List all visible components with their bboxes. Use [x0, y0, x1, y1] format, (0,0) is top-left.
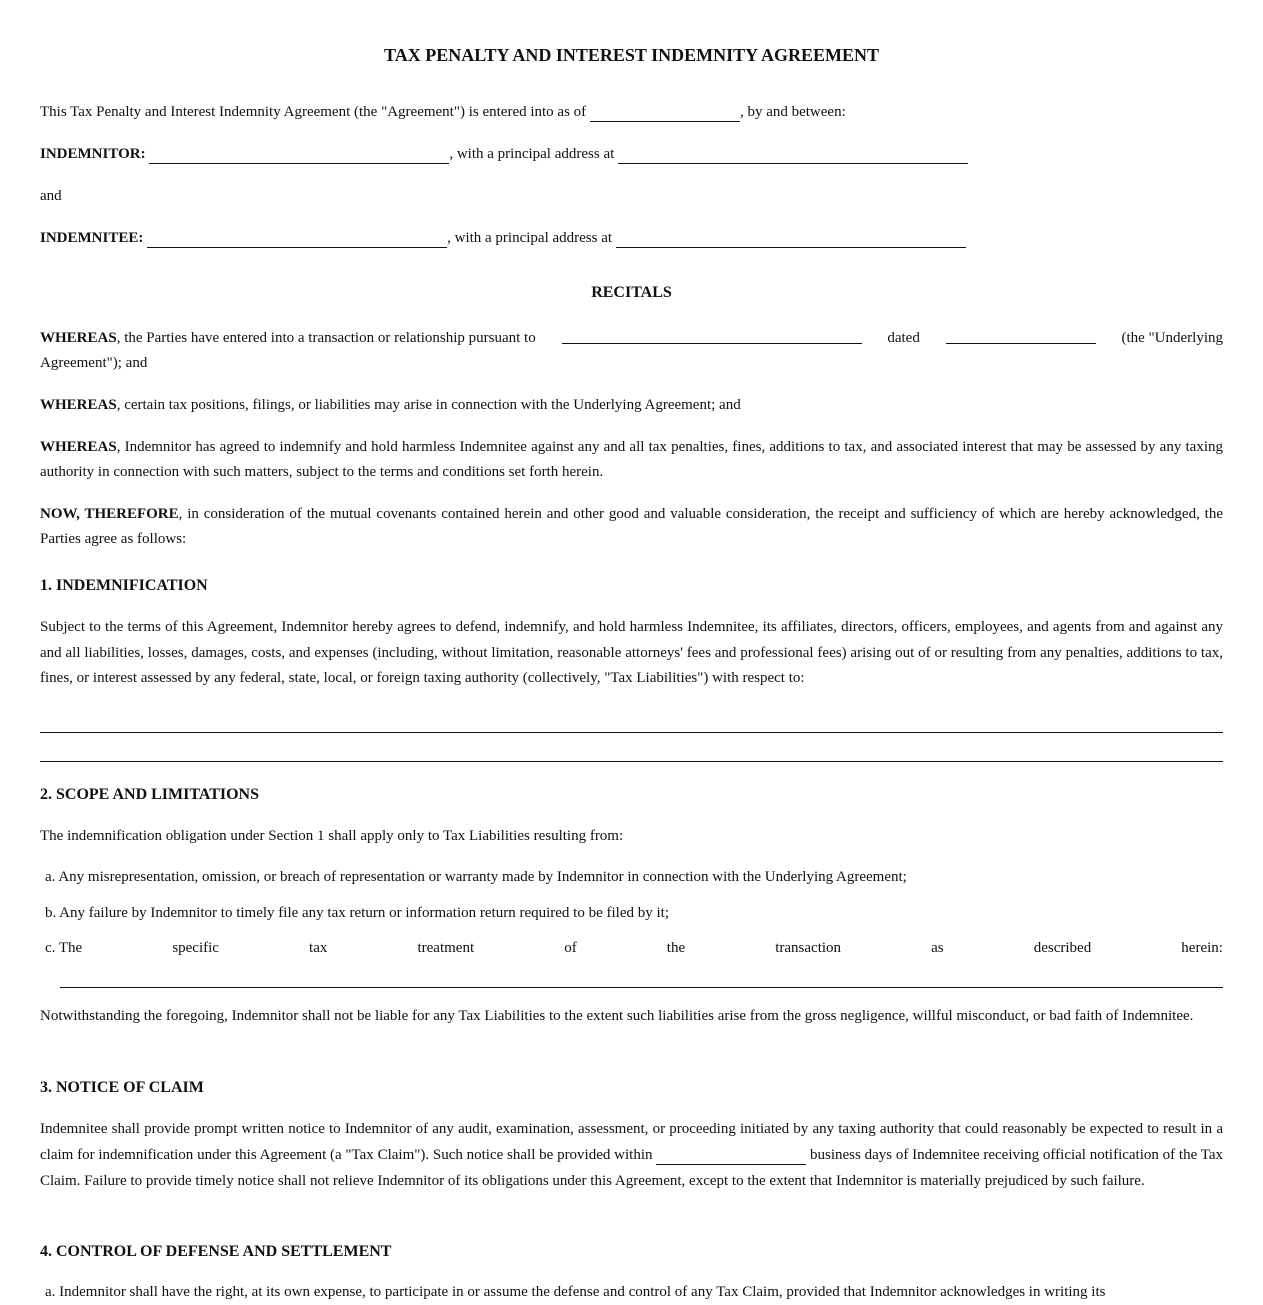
item-c-word: described: [1033, 940, 1092, 956]
transaction-blank[interactable]: [562, 326, 862, 344]
section-4-item-a: a. Indemnitor shall have the right, at its own expense, to participate in or assume the defense and control of any Tax Claim, provided that Indemnitor acknowledges in writing its: [45, 1284, 1106, 1300]
item-c-word: treatment: [417, 940, 475, 956]
item-c-word: transaction: [775, 940, 842, 956]
section-3-text-after: business days of Indemnitee receiving official notification of the Tax Claim. Failure to provide timely notice shall not relieve Indemnitor of its obligations under this Agreement, except to the extent that Indemnitor is materially prejudiced by such failure.: [40, 1147, 1223, 1189]
notwithstanding: Notwithstanding the foregoing, Indemnitor shall not be liable for any Tax Liabilities to the extent such liabilities arise from the gross negligence, willful misconduct, or bad faith of Indemnitee.: [40, 1008, 1194, 1024]
whereas-label: WHEREAS: [40, 330, 117, 346]
whereas-2: [40, 393, 741, 418]
now-therefore-text: , in consideration of the mutual covenants contained herein and other good and valuable consideration, the receipt and sufficiency of which are hereby acknowledged, the Parties agree as follows:: [40, 506, 1223, 547]
section-3-heading: 3. NOTICE OF CLAIM: [40, 1079, 204, 1096]
intro-after-text: , by and between:: [739, 104, 846, 120]
section-2-item-c: [45, 936, 1223, 961]
agreement-date-blank[interactable]: [590, 104, 740, 122]
section-3-text-before: Indemnitee shall provide prompt written notice to Indemnitor of any audit, examination, assessment, or proceeding initiated by any taxing authority that could reasonably be expected to result in a claim for indemnification under this Agreement (a "Tax Claim"). Such notice shall be provided within: [40, 1121, 1223, 1163]
item-c-blank-line[interactable]: [60, 987, 1223, 988]
whereas-1-start: [40, 326, 536, 351]
item-c-word: c. The: [45, 940, 83, 956]
whereas-2-text: , certain tax positions, filings, or liabilities may arise in connection with the Underlying Agreement; and: [116, 397, 741, 413]
indemnitor-address-text: , with a principal address at: [449, 146, 615, 162]
item-c-word: as: [931, 940, 944, 956]
item-c-word: tax: [309, 940, 328, 956]
underlying-text: (the "Underlying: [1121, 330, 1223, 346]
recitals-heading: RECITALS: [591, 284, 672, 301]
section-1-text: Subject to the terms of this Agreement, Indemnitor hereby agrees to defend, indemnify, and hold harmless Indemnitee, its affiliates, directors, officers, employees, and agents from and against any and all liabilities, losses, damages, costs, and expenses (including, without limitation, reasonable attorneys' fees and professional fees) arising out of or resulting from any penalties, additions to tax, fines, or interest assessed by any federal, state, local, or foreign taxing authority (collectively, "Tax Liabilities") with respect to:: [40, 619, 1223, 686]
item-c-word: specific: [172, 940, 219, 956]
section-2-item-b: b. Any failure by Indemnitor to timely file any tax return or information return required to be filed by it;: [45, 905, 669, 921]
whereas-1-line: [40, 326, 1223, 351]
transaction-date-blank[interactable]: [946, 326, 1096, 344]
whereas-label: WHEREAS: [40, 397, 117, 413]
indemnitee-address-text: , with a principal address at: [447, 230, 613, 246]
whereas-label: WHEREAS: [40, 439, 117, 455]
intro-text: This Tax Penalty and Interest Indemnity Agreement (the "Agreement") is entered into as of: [40, 104, 587, 120]
dated-text: dated: [887, 330, 920, 346]
item-c-word: herein:: [1181, 940, 1223, 956]
indemnitor-name-blank[interactable]: [149, 146, 449, 164]
item-c-word: of: [564, 940, 577, 956]
section-2-intro: The indemnification obligation under Section 1 shall apply only to Tax Liabilities resulting from:: [40, 828, 624, 844]
whereas-1-line2: Agreement"); and: [40, 355, 148, 371]
indemnitor-line: [40, 142, 968, 167]
notice-days-blank[interactable]: [656, 1147, 806, 1165]
section-3-text: [40, 1116, 1223, 1194]
section-2-item-a: a. Any misrepresentation, omission, or breach of representation or warranty made by Indemnitor in connection with the Underlying Agreement;: [45, 869, 907, 885]
document-title: TAX PENALTY AND INTEREST INDEMNITY AGREEMENT: [384, 45, 879, 65]
indemnitor-label: INDEMNITOR:: [40, 146, 146, 162]
section-1-heading: 1. INDEMNIFICATION: [40, 577, 208, 594]
indemnitee-name-blank[interactable]: [147, 230, 447, 248]
section-1-blank-line-2[interactable]: [40, 761, 1223, 762]
now-therefore: [40, 502, 1223, 552]
intro-line: [40, 100, 846, 125]
item-c-word: the: [666, 940, 686, 956]
now-therefore-label: NOW, THEREFORE: [40, 506, 179, 522]
indemnitee-address-blank[interactable]: [616, 230, 966, 248]
whereas-3-text: , Indemnitor has agreed to indemnify and hold harmless Indemnitee against any and all tax penalties, fines, additions to tax, and associated interest that may be assessed by any taxing authority in connection with such matters, subject to the terms and conditions set forth herein.: [40, 439, 1223, 480]
whereas-3: [40, 435, 1223, 485]
whereas-1-text: , the Parties have entered into a transaction or relationship pursuant to: [116, 330, 536, 346]
indemnitee-line: [40, 226, 966, 251]
and-text: and: [40, 188, 62, 204]
section-4-heading: 4. CONTROL OF DEFENSE AND SETTLEMENT: [40, 1243, 392, 1260]
section-1-blank-line-1[interactable]: [40, 732, 1223, 733]
indemnitee-label: INDEMNITEE:: [40, 230, 144, 246]
indemnitor-address-blank[interactable]: [618, 146, 968, 164]
section-2-heading: 2. SCOPE AND LIMITATIONS: [40, 786, 259, 803]
